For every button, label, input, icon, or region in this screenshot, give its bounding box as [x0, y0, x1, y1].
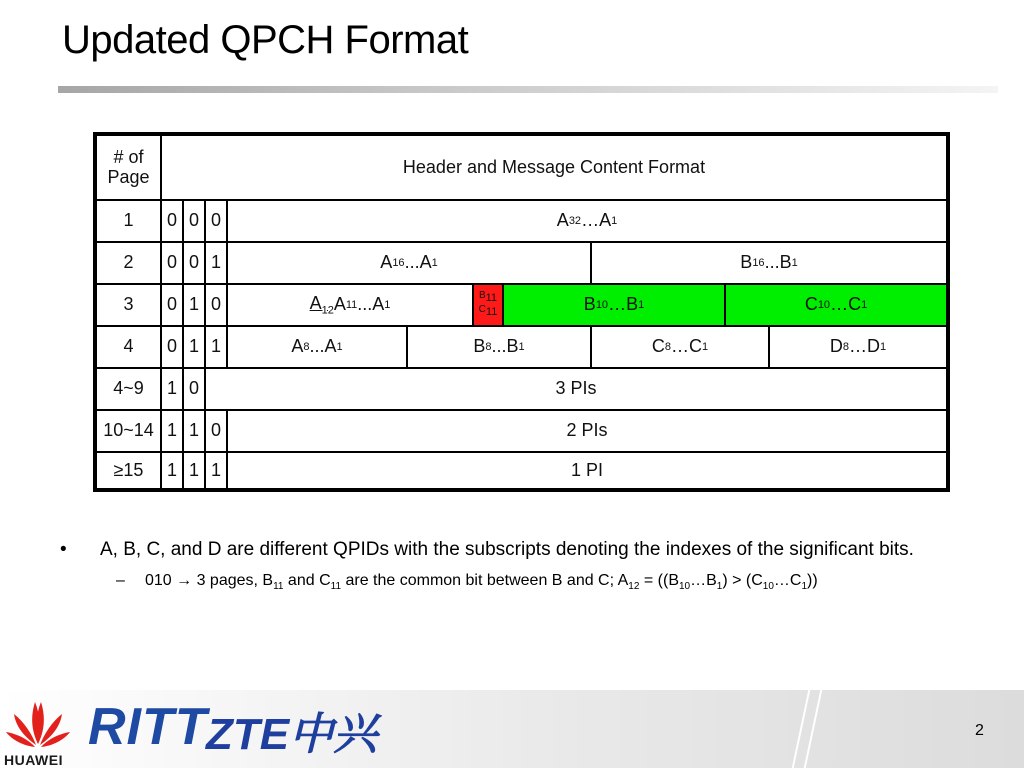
row1-bit1: 0 [161, 200, 183, 242]
row3-content-c: C 10 …C 1 [725, 284, 947, 326]
row2-pages: 2 [96, 242, 161, 284]
row3-bit2: 1 [183, 284, 205, 326]
row6-pages: 10~14 [96, 410, 161, 452]
row4-content-c: C 8 …C 1 [591, 326, 769, 368]
slide-title: Updated QPCH Format [62, 18, 469, 62]
row7-bit2: 1 [183, 452, 205, 489]
row3-content-b: B 10 …B 1 [503, 284, 725, 326]
row3-pages: 3 [96, 284, 161, 326]
footer-bar [0, 690, 1024, 768]
header-content: Header and Message Content Format [161, 135, 947, 200]
row1-content: A 32 …A 1 [227, 200, 947, 242]
row4-content-d: D 8 …D 1 [769, 326, 947, 368]
row6-bit3: 0 [205, 410, 227, 452]
huawei-logo-text: HUAWEI [4, 752, 63, 768]
row7-bit1: 1 [161, 452, 183, 489]
row5-bit1: 1 [161, 368, 183, 410]
row4-pages: 4 [96, 326, 161, 368]
page-number: 2 [975, 722, 984, 739]
huawei-logo [2, 694, 74, 768]
zte-logo: ZTE中兴 [206, 710, 378, 759]
row1-pages: 1 [96, 200, 161, 242]
row5-bit2: 0 [183, 368, 205, 410]
row4-bit1: 0 [161, 326, 183, 368]
row5-content: 3 PIs [205, 368, 947, 410]
row6-content: 2 PIs [227, 410, 947, 452]
bullet-dash-icon: – [116, 572, 125, 589]
bullet-sub-text: 010 → 3 pages, $B_{11}$ and $C_{11}$ are the common bit between B and C; $A_{12}$ = ($(B_{10}\dots B_1)$ > $(C_{10}\dots C_1)$) [145, 572, 818, 593]
bullet-sub [60, 569, 960, 599]
ritt-logo: RITT [88, 698, 208, 756]
qpch-format-table [93, 132, 950, 492]
row5-pages: 4~9 [96, 368, 161, 410]
row3-content-common-bit: $B_{11}$ $C_{11}$ [473, 284, 503, 326]
row4-bit2: 1 [183, 326, 205, 368]
row7-content: 1 PI [227, 452, 947, 489]
row6-bit1: 1 [161, 410, 183, 452]
row2-bit3: 1 [205, 242, 227, 284]
row1-bit2: 0 [183, 200, 205, 242]
title-underline [58, 86, 998, 93]
row7-bit3: 1 [205, 452, 227, 489]
header-pages: # of Page [96, 135, 161, 200]
notes-list [60, 536, 960, 599]
bullet-dot-icon: • [60, 539, 67, 560]
row3-bit1: 0 [161, 284, 183, 326]
row2-content-b: B 16 ...B 1 [591, 242, 947, 284]
row2-bit1: 0 [161, 242, 183, 284]
bullet-main [60, 536, 960, 563]
row6-bit2: 1 [183, 410, 205, 452]
row7-pages: ≥15 [96, 452, 161, 489]
row4-bit3: 1 [205, 326, 227, 368]
row1-bit3: 0 [205, 200, 227, 242]
huawei-petal-logo-icon [2, 694, 74, 752]
row2-content-a: A 16 ...A 1 [227, 242, 591, 284]
row2-bit2: 0 [183, 242, 205, 284]
row3-bit3: 0 [205, 284, 227, 326]
bullet-main-text: A, B, C, and D are different QPIDs with the subscripts denoting the indexes of the significant bits. [100, 539, 914, 560]
row3-content-a: $A_{12}$ A 11 ...A 1 [227, 284, 473, 326]
row4-content-a: A 8 ...A 1 [227, 326, 407, 368]
row4-content-b: B 8 ...B 1 [407, 326, 591, 368]
